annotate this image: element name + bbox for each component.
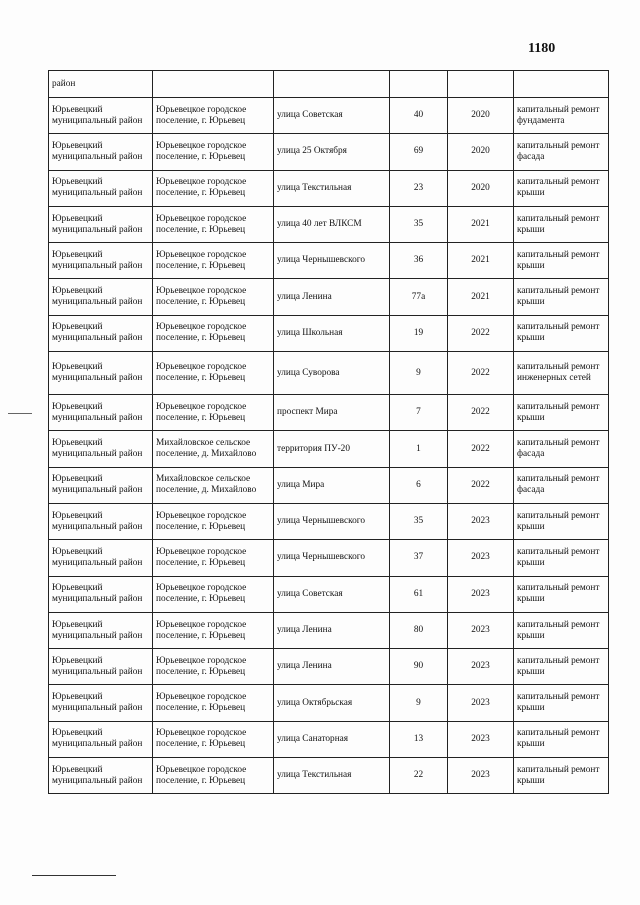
street-cell: улица Чернышевского [274, 503, 390, 539]
district-cell: Юрьевецкий муниципальный район [49, 540, 153, 576]
settlement-cell: Юрьевецкое городское поселение, г. Юрьевец [153, 612, 274, 648]
district-cell: Юрьевецкий муниципальный район [49, 467, 153, 503]
year-cell: 2023 [448, 721, 514, 757]
house-number-cell: 9 [390, 352, 448, 395]
page-number: 1180 [528, 41, 556, 56]
year-cell: 2023 [448, 612, 514, 648]
street-cell: улица Чернышевского [274, 540, 390, 576]
street-cell: улица Ленина [274, 279, 390, 315]
table-row [49, 170, 609, 206]
district-cell: Юрьевецкий муниципальный район [49, 279, 153, 315]
street-cell [274, 71, 390, 98]
work-type-cell: капитальный ремонт инженерных сетей [514, 352, 609, 395]
street-cell: улица 25 Октября [274, 134, 390, 170]
street-cell: улица Ленина [274, 649, 390, 685]
street-cell: проспект Мира [274, 395, 390, 431]
house-number-cell: 77а [390, 279, 448, 315]
district-cell: Юрьевецкий муниципальный район [49, 685, 153, 721]
house-number-cell: 90 [390, 649, 448, 685]
work-type-cell: капитальный ремонт крыши [514, 206, 609, 242]
house-number-cell: 35 [390, 503, 448, 539]
house-number-cell: 23 [390, 170, 448, 206]
district-cell: Юрьевецкий муниципальный район [49, 206, 153, 242]
house-number-cell: 37 [390, 540, 448, 576]
work-type-cell: капитальный ремонт крыши [514, 758, 609, 794]
repair-schedule-table [48, 70, 609, 794]
house-number-cell: 80 [390, 612, 448, 648]
house-number-cell: 6 [390, 467, 448, 503]
work-type-cell [514, 71, 609, 98]
house-number-cell: 36 [390, 243, 448, 279]
table-row [49, 721, 609, 757]
year-cell: 2022 [448, 467, 514, 503]
table-row [49, 98, 609, 134]
street-cell: улица Октябрьская [274, 685, 390, 721]
work-type-cell: капитальный ремонт крыши [514, 612, 609, 648]
house-number-cell: 9 [390, 685, 448, 721]
district-cell: район [49, 71, 153, 98]
year-cell: 2022 [448, 352, 514, 395]
district-cell: Юрьевецкий муниципальный район [49, 721, 153, 757]
year-cell: 2022 [448, 431, 514, 467]
year-cell: 2023 [448, 576, 514, 612]
table-row [49, 649, 609, 685]
settlement-cell: Михайловское сельское поселение, д. Михайлово [153, 467, 274, 503]
work-type-cell: капитальный ремонт крыши [514, 503, 609, 539]
street-cell: улица Мира [274, 467, 390, 503]
house-number-cell: 69 [390, 134, 448, 170]
street-cell: улица Чернышевского [274, 243, 390, 279]
table-row [49, 540, 609, 576]
settlement-cell: Юрьевецкое городское поселение, г. Юрьевец [153, 576, 274, 612]
work-type-cell: капитальный ремонт крыши [514, 315, 609, 351]
table-row [49, 503, 609, 539]
table-row [49, 352, 609, 395]
house-number-cell: 1 [390, 431, 448, 467]
year-cell: 2023 [448, 758, 514, 794]
year-cell: 2023 [448, 503, 514, 539]
year-cell: 2023 [448, 685, 514, 721]
settlement-cell [153, 71, 274, 98]
street-cell: улица Санаторная [274, 721, 390, 757]
street-cell: улица Ленина [274, 612, 390, 648]
settlement-cell: Юрьевецкое городское поселение, г. Юрьевец [153, 352, 274, 395]
year-cell [448, 71, 514, 98]
district-cell: Юрьевецкий муниципальный район [49, 170, 153, 206]
district-cell: Юрьевецкий муниципальный район [49, 576, 153, 612]
street-cell: улица Советская [274, 98, 390, 134]
year-cell: 2021 [448, 206, 514, 242]
work-type-cell: капитальный ремонт крыши [514, 685, 609, 721]
settlement-cell: Юрьевецкое городское поселение, г. Юрьевец [153, 170, 274, 206]
settlement-cell: Юрьевецкое городское поселение, г. Юрьевец [153, 279, 274, 315]
year-cell: 2021 [448, 243, 514, 279]
house-number-cell: 35 [390, 206, 448, 242]
house-number-cell: 7 [390, 395, 448, 431]
work-type-cell: капитальный ремонт крыши [514, 721, 609, 757]
table-row [49, 134, 609, 170]
table-row [49, 685, 609, 721]
street-cell: улица Текстильная [274, 170, 390, 206]
year-cell: 2023 [448, 649, 514, 685]
table-row [49, 576, 609, 612]
settlement-cell: Юрьевецкое городское поселение, г. Юрьевец [153, 721, 274, 757]
street-cell: улица Текстильная [274, 758, 390, 794]
settlement-cell: Юрьевецкое городское поселение, г. Юрьевец [153, 243, 274, 279]
table-row [49, 612, 609, 648]
district-cell: Юрьевецкий муниципальный район [49, 243, 153, 279]
settlement-cell: Юрьевецкое городское поселение, г. Юрьевец [153, 395, 274, 431]
district-cell: Юрьевецкий муниципальный район [49, 649, 153, 685]
work-type-cell: капитальный ремонт крыши [514, 576, 609, 612]
settlement-cell: Юрьевецкое городское поселение, г. Юрьевец [153, 649, 274, 685]
work-type-cell: капитальный ремонт крыши [514, 170, 609, 206]
table-row [49, 315, 609, 351]
table-row-continued [49, 71, 609, 98]
settlement-cell: Юрьевецкое городское поселение, г. Юрьевец [153, 503, 274, 539]
year-cell: 2022 [448, 395, 514, 431]
house-number-cell [390, 71, 448, 98]
district-cell: Юрьевецкий муниципальный район [49, 503, 153, 539]
settlement-cell: Юрьевецкое городское поселение, г. Юрьевец [153, 685, 274, 721]
margin-mark [8, 413, 32, 414]
year-cell: 2023 [448, 540, 514, 576]
work-type-cell: капитальный ремонт фасада [514, 467, 609, 503]
table-row [49, 243, 609, 279]
settlement-cell: Юрьевецкое городское поселение, г. Юрьевец [153, 206, 274, 242]
year-cell: 2020 [448, 98, 514, 134]
settlement-cell: Юрьевецкое городское поселение, г. Юрьевец [153, 315, 274, 351]
table-row [49, 395, 609, 431]
settlement-cell: Юрьевецкое городское поселение, г. Юрьевец [153, 134, 274, 170]
district-cell: Юрьевецкий муниципальный район [49, 395, 153, 431]
district-cell: Юрьевецкий муниципальный район [49, 134, 153, 170]
settlement-cell: Юрьевецкое городское поселение, г. Юрьевец [153, 758, 274, 794]
work-type-cell: капитальный ремонт фасада [514, 134, 609, 170]
year-cell: 2022 [448, 315, 514, 351]
house-number-cell: 22 [390, 758, 448, 794]
work-type-cell: капитальный ремонт крыши [514, 649, 609, 685]
work-type-cell: капитальный ремонт фундамента [514, 98, 609, 134]
settlement-cell: Юрьевецкое городское поселение, г. Юрьевец [153, 540, 274, 576]
year-cell: 2021 [448, 279, 514, 315]
district-cell: Юрьевецкий муниципальный район [49, 612, 153, 648]
house-number-cell: 40 [390, 98, 448, 134]
street-cell: улица Советская [274, 576, 390, 612]
settlement-cell: Михайловское сельское поселение, д. Михайлово [153, 431, 274, 467]
table-row [49, 431, 609, 467]
district-cell: Юрьевецкий муниципальный район [49, 315, 153, 351]
work-type-cell: капитальный ремонт крыши [514, 540, 609, 576]
work-type-cell: капитальный ремонт крыши [514, 243, 609, 279]
street-cell: улица Суворова [274, 352, 390, 395]
street-cell: улица 40 лет ВЛКСМ [274, 206, 390, 242]
district-cell: Юрьевецкий муниципальный район [49, 758, 153, 794]
footnote-rule [32, 875, 116, 876]
house-number-cell: 13 [390, 721, 448, 757]
table-row [49, 206, 609, 242]
district-cell: Юрьевецкий муниципальный район [49, 352, 153, 395]
street-cell: территория ПУ-20 [274, 431, 390, 467]
district-cell: Юрьевецкий муниципальный район [49, 98, 153, 134]
table-body [49, 71, 609, 794]
settlement-cell: Юрьевецкое городское поселение, г. Юрьевец [153, 98, 274, 134]
table-row [49, 279, 609, 315]
house-number-cell: 19 [390, 315, 448, 351]
district-cell: Юрьевецкий муниципальный район [49, 431, 153, 467]
year-cell: 2020 [448, 134, 514, 170]
year-cell: 2020 [448, 170, 514, 206]
table-row [49, 758, 609, 794]
work-type-cell: капитальный ремонт фасада [514, 431, 609, 467]
work-type-cell: капитальный ремонт крыши [514, 395, 609, 431]
house-number-cell: 61 [390, 576, 448, 612]
work-type-cell: капитальный ремонт крыши [514, 279, 609, 315]
table-row [49, 467, 609, 503]
street-cell: улица Школьная [274, 315, 390, 351]
